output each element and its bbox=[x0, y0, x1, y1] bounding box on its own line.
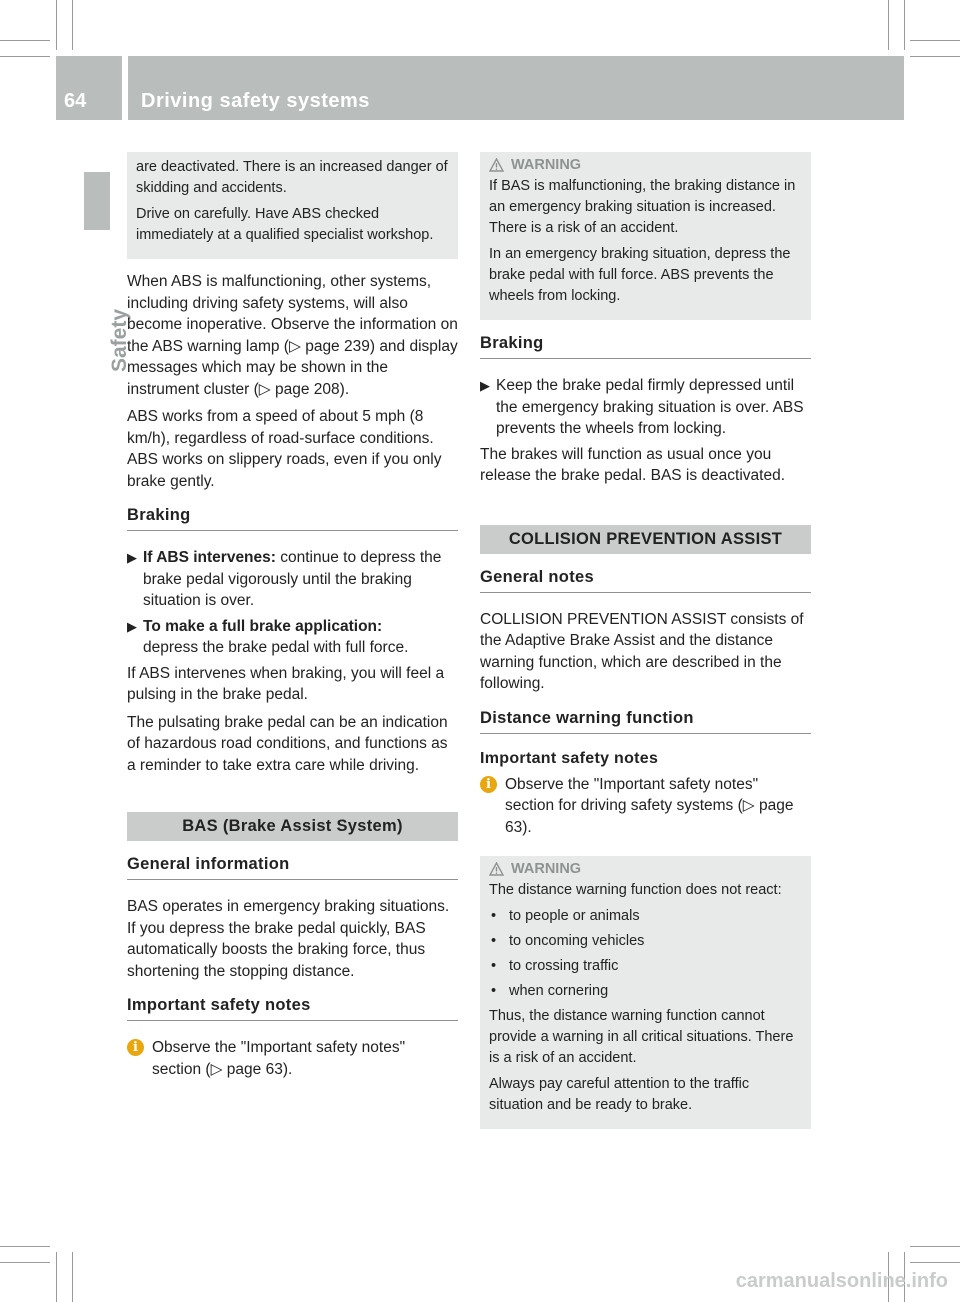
info-text: Observe the "Important safety notes" section for driving safety systems (▷ page 63). bbox=[505, 775, 794, 836]
info-note bbox=[480, 774, 811, 839]
paragraph: ABS works from a speed of about 5 mph (8 km/h), regardless of road-surface conditions. ABS works on slippery roads, even if you only brake gently. bbox=[127, 408, 442, 490]
info-text: Observe the "Important safety notes" section (▷ page 63). bbox=[152, 1039, 406, 1078]
info-note bbox=[127, 1037, 458, 1080]
side-label: Safety bbox=[108, 308, 131, 372]
warning-text: The distance warning function does not react: bbox=[489, 882, 782, 898]
paragraph: COLLISION PREVENTION ASSIST consists of the Adaptive Brake Assist and the distance warning function, which are described in the following. bbox=[480, 610, 804, 692]
step-text: Keep the brake pedal firmly depressed until the emergency braking situation is over. ABS prevents the wheels from locking. bbox=[496, 377, 804, 437]
section-band-bas: BAS (Brake Assist System) bbox=[127, 812, 458, 841]
watermark: carmanualsonline.info bbox=[735, 1270, 948, 1292]
section-heading-braking: Braking bbox=[127, 506, 458, 531]
instruction-step bbox=[480, 375, 811, 440]
crop-mark bbox=[888, 0, 889, 50]
crop-mark bbox=[56, 0, 57, 50]
crop-mark bbox=[72, 0, 73, 50]
section-heading-important-safety-notes: Important safety notes bbox=[127, 996, 458, 1021]
header-divider bbox=[122, 56, 128, 120]
list-item: • to crossing traffic bbox=[491, 958, 619, 974]
warning-text: In an emergency braking situation, depress the brake pedal with full force. ABS prevents the wheels from locking. bbox=[489, 246, 791, 304]
step-arrow-icon: ▶ bbox=[127, 550, 137, 565]
right-column bbox=[480, 152, 811, 1141]
paragraph: If ABS intervenes when braking, you will feel a pulsing in the brake pedal. bbox=[127, 664, 445, 703]
instruction-step bbox=[127, 616, 458, 659]
list-item: • to oncoming vehicles bbox=[491, 933, 645, 949]
crop-mark bbox=[910, 56, 960, 57]
step-arrow-icon: ▶ bbox=[127, 618, 137, 634]
info-icon: i bbox=[127, 1039, 144, 1056]
step-arrow-icon: ▶ bbox=[480, 378, 490, 393]
side-tab bbox=[84, 172, 110, 230]
warning-continuation-box bbox=[127, 152, 458, 259]
crop-mark bbox=[56, 1252, 57, 1302]
crop-mark bbox=[0, 56, 50, 57]
paragraph: The pulsating brake pedal can be an indication of hazardous road conditions, and functions as a reminder to take extra care while driving. bbox=[127, 713, 448, 774]
section-heading-general-notes: General notes bbox=[480, 568, 811, 593]
crop-mark bbox=[72, 1252, 73, 1302]
instruction-step bbox=[127, 547, 458, 612]
step-text: If ABS intervenes: continue to depress the brake pedal vigorously until the braking situation is over. bbox=[143, 549, 442, 609]
page-number: 64 bbox=[64, 90, 87, 112]
section-heading-general-information: General information bbox=[127, 855, 458, 880]
left-column bbox=[127, 152, 458, 1086]
warning-text: If BAS is malfunctioning, the braking distance in an emergency braking situation is increased. There is a risk of an accident. bbox=[489, 178, 796, 236]
section-heading-distance-warning-function: Distance warning function bbox=[480, 709, 811, 734]
crop-mark bbox=[910, 1262, 960, 1263]
chapter-title: Driving safety systems bbox=[141, 90, 370, 112]
paragraph: BAS operates in emergency braking situations. If you depress the brake pedal quickly, BAS automatically boosts the braking force, thus shortening the stopping distance. bbox=[127, 898, 450, 980]
crop-mark bbox=[910, 40, 960, 41]
list-item: • when cornering bbox=[491, 983, 609, 999]
warning-title: WARNING bbox=[489, 861, 802, 877]
paragraph: The brakes will function as usual once you release the brake pedal. BAS is deactivated. bbox=[480, 445, 786, 484]
crop-mark bbox=[0, 1246, 50, 1247]
warning-box bbox=[480, 856, 811, 1129]
crop-mark bbox=[910, 1246, 960, 1247]
step-text: To make a full brake application: depress the brake pedal with full force. bbox=[143, 617, 409, 656]
paragraph: When ABS is malfunctioning, other systems, including driving safety systems, will also become inoperative. Observe the information on the ABS warning lamp (▷ page 239) and display messages which may be shown in the instrument cluster (▷ page 208). bbox=[127, 273, 458, 398]
section-heading-braking: Braking bbox=[480, 334, 811, 359]
crop-mark bbox=[904, 0, 905, 50]
crop-mark bbox=[0, 40, 50, 41]
warning-triangle-icon bbox=[489, 862, 504, 876]
section-band-collision-prevention-assist: COLLISION PREVENTION ASSIST bbox=[480, 525, 811, 554]
warning-triangle-icon bbox=[489, 158, 504, 172]
warning-text: Drive on carefully. Have ABS checked immediately at a qualified specialist workshop. bbox=[136, 206, 434, 243]
warning-box bbox=[480, 152, 811, 320]
warning-text: are deactivated. There is an increased danger of skidding and accidents. bbox=[136, 159, 448, 196]
warning-text: Thus, the distance warning function cannot provide a warning in all critical situations. There is a risk of an accident. bbox=[489, 1008, 794, 1066]
subheading-important-safety-notes: Important safety notes bbox=[480, 749, 659, 767]
warning-title: WARNING bbox=[489, 157, 802, 173]
list-item: • to people or animals bbox=[491, 908, 640, 924]
crop-mark bbox=[0, 1262, 50, 1263]
warning-text: Always pay careful attention to the traffic situation and be ready to brake. bbox=[489, 1076, 750, 1113]
info-icon: i bbox=[480, 776, 497, 793]
